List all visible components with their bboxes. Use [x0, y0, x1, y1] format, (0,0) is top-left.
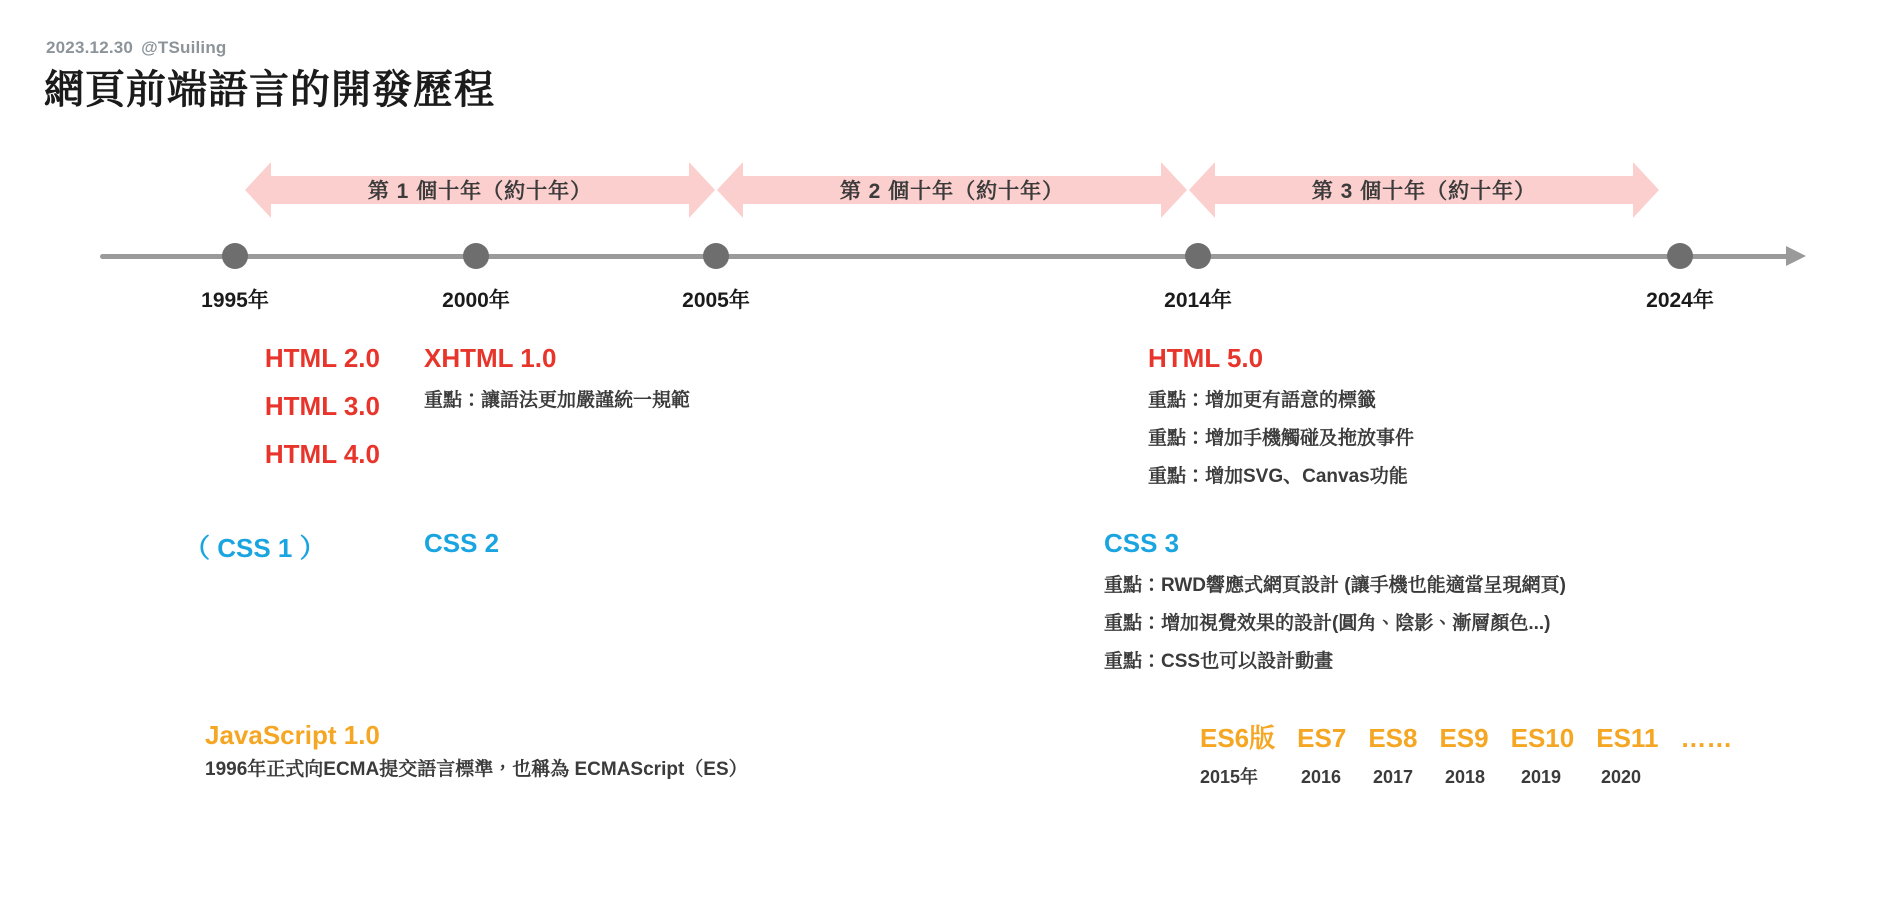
es-year-row — [1200, 763, 1732, 789]
decade-label-1: 第 1 個十年（約十年） — [367, 180, 593, 203]
javascript-group — [205, 720, 748, 789]
es-year-3: 2018 — [1444, 767, 1486, 787]
css3-note-3: 重點：CSS也可以設計動畫 — [1104, 651, 1334, 672]
timeline-node-2014 — [1185, 243, 1211, 269]
timeline-node-2000 — [463, 243, 489, 269]
css2-label — [424, 528, 499, 559]
decade-label-3: 第 3 個十年（約十年） — [1311, 180, 1537, 203]
timeline-arrow-icon — [1786, 246, 1806, 266]
timeline-node-2024 — [1667, 243, 1693, 269]
timeline-label-1995: 1995年 — [201, 289, 269, 312]
decade-banner-2 — [717, 162, 1187, 218]
es-version-row — [1200, 718, 1732, 755]
meta-line — [46, 38, 227, 58]
javascript-version: JavaScript 1.0 — [205, 720, 380, 750]
es-year-1: 2016 — [1300, 767, 1342, 787]
javascript-note: 1996年正式向ECMA提交語言標準，也稱為 ECMAScript（ES） — [205, 759, 748, 780]
html5-note-2: 重點：增加手機觸碰及拖放事件 — [1148, 428, 1415, 449]
css3-group — [1104, 528, 1566, 681]
es-version-5: ES11 — [1596, 723, 1659, 753]
timeline-label-2014: 2014年 — [1164, 289, 1232, 312]
decade-banner-1 — [245, 162, 715, 218]
html5-note-1: 重點：增加更有語意的標籤 — [1148, 390, 1377, 411]
page-title: 網頁前端語言的開發歷程 — [44, 68, 495, 112]
decade-banner-3 — [1189, 162, 1659, 218]
css3-note-2: 重點：增加視覺效果的設計(圓角、陰影、漸層顏色...) — [1104, 613, 1551, 634]
xhtml-group — [424, 334, 690, 420]
es-version-4: ES10 — [1510, 723, 1575, 753]
html-version-4: HTML 4.0 — [264, 439, 380, 469]
html-early-versions — [80, 334, 380, 478]
xhtml-version: XHTML 1.0 — [424, 343, 557, 373]
timeline-label-2005: 2005年 — [682, 289, 750, 312]
html5-note-3: 重點：增加SVG、Canvas功能 — [1148, 466, 1408, 487]
meta-date: 2023.12.30 — [46, 38, 134, 57]
timeline-line — [100, 254, 1790, 259]
timeline-node-2005 — [703, 243, 729, 269]
css3-note-1: 重點：RWD響應式網頁設計 (讓手機也能適當呈現網頁) — [1104, 575, 1566, 596]
html5-group — [1148, 334, 1414, 496]
es-version-2: ES8 — [1368, 723, 1418, 753]
es-year-5: 2020 — [1600, 767, 1642, 787]
timeline-axis — [0, 232, 1900, 312]
es-versions-group — [1200, 718, 1732, 789]
html-version-2: HTML 2.0 — [264, 343, 380, 373]
decade-banners — [0, 162, 1900, 224]
css1-label — [184, 528, 326, 565]
timeline-label-2000: 2000年 — [442, 289, 510, 312]
es-year-0: 2015年 — [1200, 767, 1259, 787]
meta-handle: @TSuiling — [141, 38, 227, 57]
css3-version: CSS 3 — [1104, 528, 1180, 558]
es-year-2: 2017 — [1372, 767, 1414, 787]
es-version-1: ES7 — [1297, 723, 1347, 753]
es-year-4: 2019 — [1520, 767, 1562, 787]
xhtml-note: 重點：讓語法更加嚴謹統一規範 — [424, 390, 691, 411]
css2-text: CSS 2 — [424, 528, 500, 558]
es-version-0: ES6版 — [1200, 723, 1276, 753]
decade-label-2: 第 2 個十年（約十年） — [839, 180, 1065, 203]
css1-text: （ CSS 1 ） — [184, 533, 326, 563]
es-version-3: ES9 — [1439, 723, 1489, 753]
timeline-label-2024: 2024年 — [1646, 289, 1714, 312]
es-version-6: …… — [1680, 723, 1733, 753]
html-version-3: HTML 3.0 — [264, 391, 380, 421]
html5-version: HTML 5.0 — [1148, 343, 1264, 373]
timeline-node-1995 — [222, 243, 248, 269]
